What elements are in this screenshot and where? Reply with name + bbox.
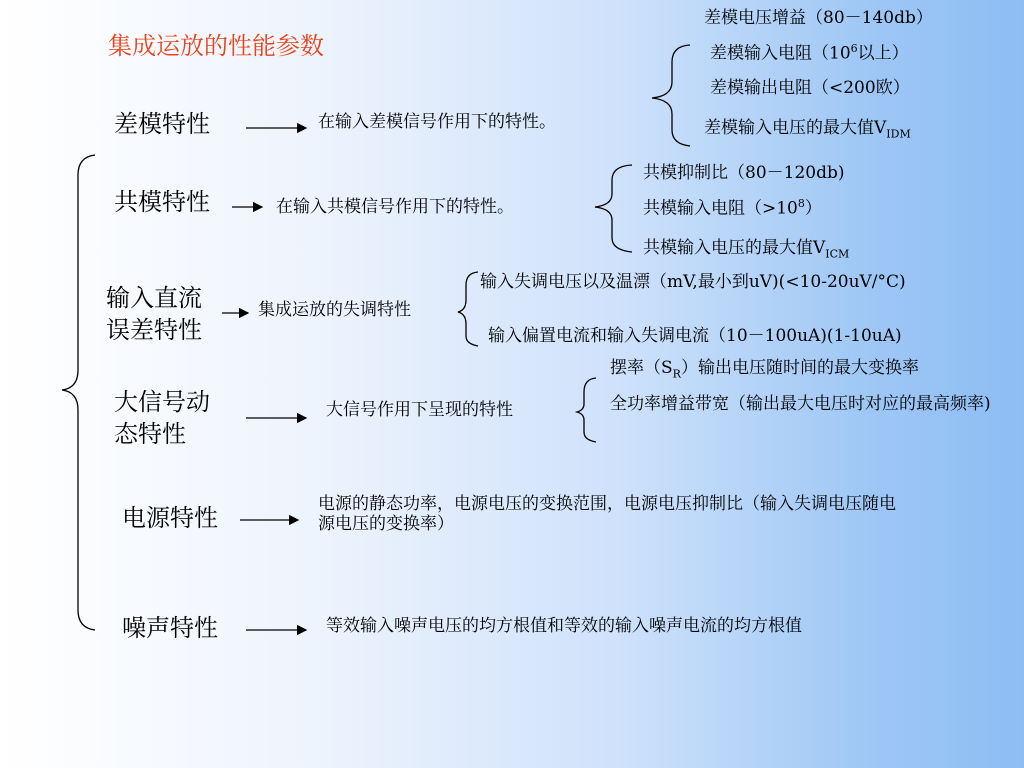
item-full-power-bandwidth: 全功率增益带宽（输出最大电压时对应的最高频率): [610, 394, 991, 414]
ls-brace: [577, 378, 596, 442]
desc-dc-error: 集成运放的失调特性: [258, 300, 411, 320]
item-common-input-resistance: 共模输入电阻$(>10^8)$: [643, 197, 822, 219]
item-slew-rate: 摆率$(S_R)$输出电压随时间的最大变换率: [610, 358, 919, 381]
category-differential: 差模特性: [114, 110, 210, 138]
category-large-signal-line1: 大信号动: [114, 388, 210, 416]
category-large-signal-line2: 态特性: [114, 420, 186, 448]
item-bias-current: 输入偏置电流和输入失调电流（10－100uA)(1-10uA): [488, 326, 902, 346]
desc-common: 在输入共模信号作用下的特性。: [276, 197, 514, 217]
item-offset-voltage: 输入失调电压以及温漂（mV,最小到uV)(<10-20uV/°C): [480, 272, 906, 292]
common-brace: [595, 165, 632, 252]
item-diff-gain: 差模电压增益（80－140db）: [704, 8, 933, 28]
dc-brace: [458, 272, 478, 346]
page-title: 集成运放的性能参数: [108, 32, 324, 60]
item-diff-input-resistance: 差模输入电阻（$10^6$以上）: [710, 42, 909, 64]
main-brace: [62, 155, 95, 630]
category-common: 共模特性: [114, 188, 210, 216]
desc-power: 电源的静态功率，电源电压的变换范围，电源电压抑制比（输入失调电压随电源电压的变换率）: [318, 494, 896, 535]
category-power: 电源特性: [122, 504, 218, 532]
diff-brace: [652, 45, 690, 146]
item-diff-max-voltage: 差模输入电压的最大值$V_{IDM}$: [704, 118, 911, 141]
item-common-max-voltage: 共模输入电压的最大值$V_{ICM}$: [643, 238, 850, 261]
desc-large-signal: 大信号作用下呈现的特性: [326, 400, 513, 420]
item-diff-output-resistance: 差模输出电阻（<200欧）: [710, 78, 910, 98]
item-cmrr: 共模抑制比（80－120db): [643, 163, 845, 183]
desc-differential: 在输入差模信号作用下的特性。: [318, 112, 556, 132]
category-dc-error-line1: 输入直流: [106, 284, 202, 312]
category-noise: 噪声特性: [122, 614, 218, 642]
desc-noise: 等效输入噪声电压的均方根值和等效的输入噪声电流的均方根值: [326, 616, 802, 636]
category-dc-error-line2: 误差特性: [106, 316, 202, 344]
